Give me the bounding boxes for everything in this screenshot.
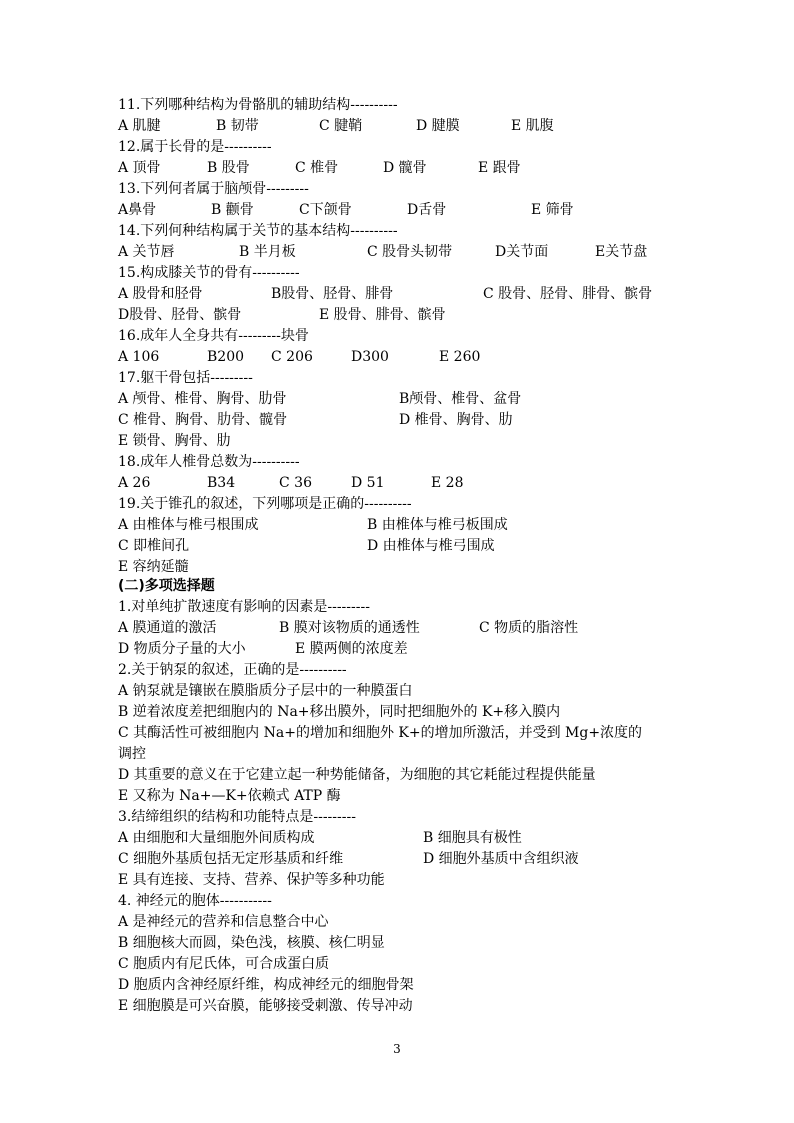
- option: D 椎骨、胸骨、肋: [399, 412, 513, 428]
- option: B 由椎体与椎弓板围成: [367, 517, 508, 533]
- option: D 51: [351, 475, 385, 491]
- option: D 由椎体与椎弓围成: [367, 538, 495, 554]
- question-12: 12.属于长骨的是----------: [118, 139, 272, 155]
- option: B 膜对该物质的通透性: [279, 620, 420, 636]
- option: C 206: [271, 349, 313, 365]
- option: C 股骨、胫骨、腓骨、髌骨: [483, 286, 653, 302]
- option: A鼻骨: [118, 202, 157, 218]
- mc-question-3: 3.结缔组织的结构和功能特点是---------: [118, 809, 356, 825]
- option: A 肌腱: [118, 118, 161, 134]
- option: E关节盘: [595, 244, 648, 260]
- option: C下颌骨: [299, 202, 352, 218]
- option: A 26: [118, 475, 151, 491]
- option: B 细胞具有极性: [423, 830, 522, 846]
- option: C 物质的脂溶性: [479, 620, 579, 636]
- question-17: 17.躯干骨包括---------: [118, 370, 253, 386]
- option: E 28: [431, 475, 464, 491]
- option: A 关节唇: [118, 244, 175, 260]
- option: C 36: [279, 475, 312, 491]
- question-16: 16.成年人全身共有---------块骨: [118, 328, 309, 344]
- option: E 膜两侧的浓度差: [295, 641, 408, 657]
- mc-option: D 其重要的意义在于它建立起一种势能储备，为细胞的其它耗能过程提供能量: [118, 767, 596, 783]
- option: D舌骨: [407, 202, 447, 218]
- option: D 髋骨: [383, 160, 427, 176]
- option: B 半月板: [239, 244, 296, 260]
- option: C 椎骨、胸骨、肋骨、髋骨: [118, 412, 288, 428]
- option: C 股骨头韧带: [367, 244, 453, 260]
- option: A 膜通道的激活: [118, 620, 217, 636]
- mc-option: E 又称为 Na+—K+依赖式 ATP 酶: [118, 788, 341, 804]
- question-13: 13.下列何者属于脑颅骨---------: [118, 181, 309, 197]
- option: E 股骨、腓骨、髌骨: [319, 307, 446, 323]
- option: E 筛骨: [531, 202, 574, 218]
- mc-question-1: 1.对单纯扩散速度有影响的因素是---------: [118, 599, 370, 615]
- option: D 腱膜: [416, 118, 460, 134]
- section-title: (二)多项选择题: [118, 578, 215, 594]
- option: C 腱鞘: [319, 118, 363, 134]
- question-11: 11.下列哪种结构为骨骼肌的辅助结构----------: [118, 97, 398, 113]
- option: C 即椎间孔: [118, 538, 190, 554]
- option: E 具有连接、支持、营养、保护等多种功能: [118, 872, 385, 888]
- mc-option: C 其酶活性可被细胞内 Na+的增加和细胞外 K+的增加所激活，并受到 Mg+浓度的: [118, 725, 643, 741]
- option: C 细胞外基质包括无定形基质和纤维: [118, 851, 344, 867]
- option: E 260: [439, 349, 481, 365]
- option: A 股骨和胫骨: [118, 286, 203, 302]
- mc-option-continued: 调控: [118, 746, 146, 762]
- option: A 由细胞和大量细胞外间质构成: [118, 830, 315, 846]
- option: A 106: [118, 349, 160, 365]
- mc-option: E 细胞膜是可兴奋膜，能够接受刺激、传导冲动: [118, 998, 413, 1014]
- option: B200: [207, 349, 245, 365]
- option: D 细胞外基质中含组织液: [423, 851, 579, 867]
- option: E 跟骨: [478, 160, 521, 176]
- option: C 椎骨: [295, 160, 339, 176]
- option: B 颧骨: [211, 202, 254, 218]
- option: D 物质分子量的大小: [118, 641, 246, 657]
- option: A 由椎体与椎弓根围成: [118, 517, 259, 533]
- option: E 容纳延髓: [118, 559, 189, 575]
- page-number: 3: [393, 1042, 401, 1056]
- option: E 肌腹: [511, 118, 554, 134]
- mc-option: D 胞质内含神经原纤维，构成神经元的细胞骨架: [118, 977, 414, 993]
- option: D300: [351, 349, 389, 365]
- option: D关节面: [495, 244, 549, 260]
- option: A 顶骨: [118, 160, 161, 176]
- mc-question-2: 2.关于钠泵的叙述，正确的是----------: [118, 662, 347, 678]
- mc-question-4: 4. 神经元的胞体-----------: [118, 893, 272, 909]
- option: B34: [207, 475, 236, 491]
- question-14: 14.下列何种结构属于关节的基本结构----------: [118, 223, 398, 239]
- option: B 股骨: [207, 160, 250, 176]
- mc-option: A 钠泵就是镶嵌在膜脂质分子层中的一种膜蛋白: [118, 683, 413, 699]
- option: E 锁骨、胸骨、肋: [118, 433, 231, 449]
- question-19: 19.关于锥孔的叙述，下列哪项是正确的----------: [118, 496, 412, 512]
- option: A 颅骨、椎骨、胸骨、肋骨: [118, 391, 287, 407]
- option: B 韧带: [216, 118, 259, 134]
- question-18: 18.成年人椎骨总数为----------: [118, 454, 300, 470]
- mc-option: B 细胞核大而圆，染色浅，核膜、核仁明显: [118, 935, 385, 951]
- mc-option: B 逆着浓度差把细胞内的 Na+移出膜外，同时把细胞外的 K+移入膜内: [118, 704, 561, 720]
- question-15: 15.构成膝关节的骨有----------: [118, 265, 300, 281]
- option: D股骨、胫骨、髌骨: [118, 307, 242, 323]
- option: B股骨、胫骨、腓骨: [271, 286, 394, 302]
- mc-option: C 胞质内有尼氏体，可合成蛋白质: [118, 956, 330, 972]
- option: B颅骨、椎骨、盆骨: [399, 391, 522, 407]
- mc-option: A 是神经元的营养和信息整合中心: [118, 914, 329, 930]
